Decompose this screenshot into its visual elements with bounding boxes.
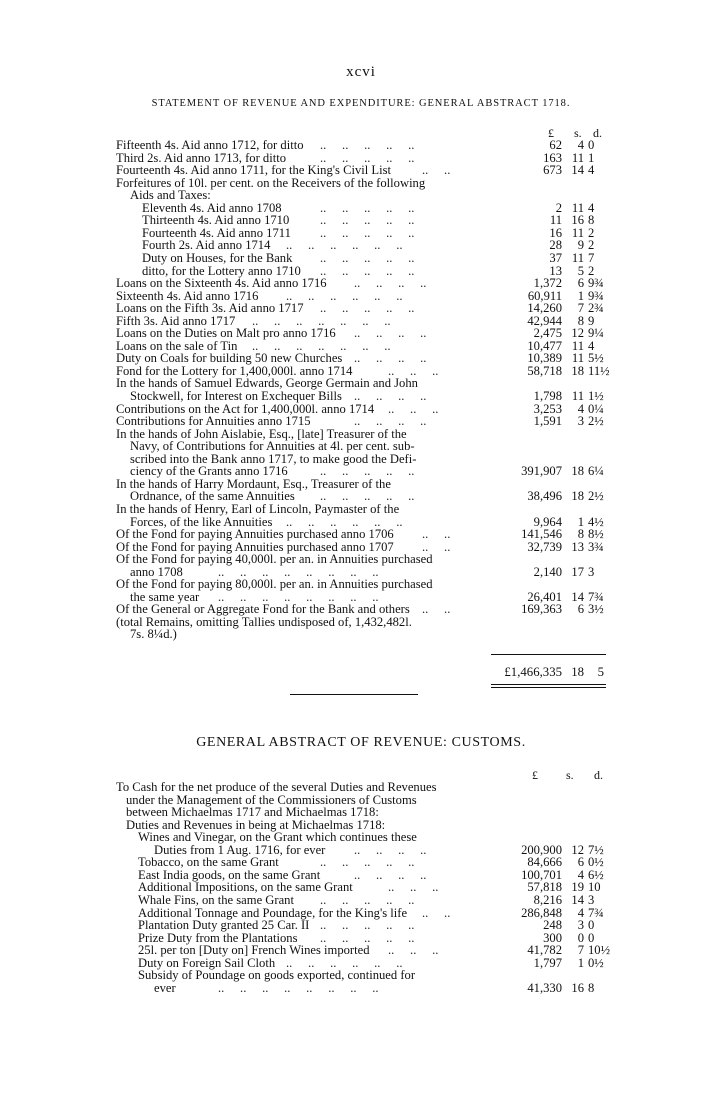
row-description: Sixteenth 4s. Aid anno 1716 bbox=[116, 288, 259, 303]
leader-dots: .. .. .. .. .. .. .. .. bbox=[218, 589, 379, 604]
row-description: Loans on the sale of Tin bbox=[116, 338, 238, 353]
shillings-value: 11 bbox=[571, 150, 584, 165]
row-description: Of the Fond for paying Annuities purchased anno 1706 bbox=[116, 527, 394, 542]
leader-dots: .. .. .. bbox=[388, 363, 439, 378]
total-rule-bottom-2 bbox=[491, 687, 606, 688]
running-head: STATEMENT OF REVENUE AND EXPENDITURE: GENERAL ABSTRACT 1718. bbox=[151, 98, 571, 109]
leader-dots: .. .. .. .. .. bbox=[320, 138, 415, 152]
leader-dots: .. .. .. .. .. bbox=[320, 930, 415, 945]
pence-value: 4 bbox=[588, 200, 595, 215]
pounds-value: 28 bbox=[549, 238, 562, 253]
pounds-value: 41,330 bbox=[527, 980, 562, 995]
shillings-value: 11 bbox=[571, 351, 584, 366]
table-row bbox=[0, 982, 722, 995]
row-description: Duty on Foreign Sail Cloth bbox=[138, 955, 276, 970]
leader-dots: .. .. .. .. .. bbox=[320, 464, 415, 479]
col-head-pence: d. bbox=[593, 126, 602, 140]
row-description: Fifteenth 4s. Aid anno 1712, for ditto bbox=[116, 138, 304, 152]
col-head-pounds: £ bbox=[548, 126, 554, 140]
pence-value: 4 bbox=[588, 338, 595, 353]
pence-value: 1 bbox=[588, 150, 595, 165]
pence-value: 3 bbox=[588, 564, 595, 579]
row-description: East India goods, on the same Grant bbox=[138, 867, 321, 882]
leader-dots: .. .. .. .. .. bbox=[320, 213, 415, 228]
pounds-value: 300 bbox=[543, 930, 562, 945]
pounds-value: 16 bbox=[549, 225, 562, 240]
total-rule-top bbox=[491, 654, 606, 655]
row-description: Fourth 2s. Aid anno 1714 bbox=[142, 238, 271, 253]
pounds-value: 3,253 bbox=[533, 401, 562, 416]
pence-value: 2 bbox=[588, 238, 595, 253]
pence-value: 3½ bbox=[588, 602, 604, 617]
pence-value: 8½ bbox=[588, 527, 604, 542]
row-description: In the hands of Harry Mordaunt, Esq., Treasurer of the bbox=[116, 476, 391, 491]
pence-value: 0½ bbox=[588, 855, 604, 870]
leader-dots: .. .. .. .. bbox=[354, 389, 427, 403]
shillings-value: 1 bbox=[577, 955, 584, 970]
leader-dots: .. .. .. .. .. bbox=[320, 250, 415, 265]
pounds-value: 163 bbox=[543, 150, 562, 165]
pounds-value: 1,591 bbox=[533, 414, 562, 429]
pounds-value: 1,797 bbox=[533, 955, 562, 970]
pence-value: 2 bbox=[588, 225, 595, 240]
pounds-value: 2,475 bbox=[533, 326, 562, 341]
pounds-value: 10,477 bbox=[527, 338, 562, 353]
row-description: Of the Fond for paying 80,000l. per an. in Annuities purchased bbox=[116, 577, 433, 592]
row-description: the same year bbox=[130, 589, 200, 604]
pounds-value: 42,944 bbox=[527, 313, 562, 328]
row-description: Fourteenth 4s. Aid anno 1711, for the King's Civil List bbox=[116, 163, 392, 178]
pounds-value: 100,701 bbox=[521, 867, 562, 882]
pence-value: 4 bbox=[588, 163, 595, 178]
pence-value: 0½ bbox=[588, 955, 604, 970]
shillings-value: 16 bbox=[571, 980, 584, 995]
row-description: Subsidy of Poundage on goods exported, continued for bbox=[138, 968, 416, 983]
row-description: ditto, for the Lottery anno 1710 bbox=[142, 263, 301, 278]
shillings-value: 6 bbox=[577, 602, 584, 617]
pence-value: 8 bbox=[588, 980, 595, 995]
leader-dots: .. .. bbox=[422, 905, 451, 920]
pence-value: 4½ bbox=[588, 514, 604, 529]
row-description: under the Management of the Commissioners of Customs bbox=[126, 792, 417, 807]
total-pence: 5 bbox=[597, 665, 604, 679]
pence-value: 2½ bbox=[588, 414, 604, 429]
table-row bbox=[0, 503, 722, 516]
pounds-value: 38,496 bbox=[527, 489, 562, 504]
row-description: Ordnance, of the same Annuities bbox=[130, 489, 295, 504]
pence-value: 9 bbox=[588, 313, 595, 328]
pounds-value: 13 bbox=[549, 263, 562, 278]
row-description: Fourteenth 4s. Aid anno 1711 bbox=[142, 225, 291, 240]
page-number: xcvi bbox=[346, 64, 376, 80]
shillings-value: 18 bbox=[571, 489, 584, 504]
leader-dots: .. .. bbox=[422, 527, 451, 542]
leader-dots: .. .. .. .. .. bbox=[320, 918, 415, 933]
total-rule-bottom-1 bbox=[491, 684, 606, 685]
pence-value: 1½ bbox=[588, 389, 604, 403]
row-description: Eleventh 4s. Aid anno 1708 bbox=[142, 200, 282, 215]
pence-value: 10½ bbox=[588, 943, 611, 958]
table-row bbox=[0, 252, 722, 265]
pounds-value: 10,389 bbox=[527, 351, 562, 366]
row-description: Contributions for Annuities anno 1715 bbox=[116, 414, 311, 429]
shillings-value: 8 bbox=[577, 527, 584, 542]
leader-dots: .. .. .. .. bbox=[354, 414, 427, 429]
leader-dots: .. .. bbox=[422, 163, 451, 178]
pence-value: 3 bbox=[588, 892, 595, 907]
shillings-value: 5 bbox=[577, 263, 584, 278]
row-description: Of the General or Aggregate Fond for the Bank and others bbox=[116, 602, 410, 617]
pounds-value: 391,907 bbox=[521, 464, 562, 479]
pence-value: 0 bbox=[588, 918, 595, 933]
shillings-value: 14 bbox=[571, 163, 584, 178]
pence-value: 7 bbox=[588, 250, 595, 265]
row-description: ever bbox=[154, 980, 176, 995]
pence-value: 7½ bbox=[588, 842, 604, 857]
row-description: scribed into the Bank anno 1717, to make good the Defi- bbox=[130, 451, 417, 466]
pounds-value: 57,818 bbox=[527, 880, 562, 895]
pounds-value: 41,782 bbox=[527, 943, 562, 958]
shillings-value: 9 bbox=[577, 238, 584, 253]
row-description: between Michaelmas 1717 and Michaelmas 1718: bbox=[126, 805, 379, 820]
row-description: Thirteenth 4s. Aid anno 1710 bbox=[142, 213, 290, 228]
leader-dots: .. .. bbox=[422, 539, 451, 554]
total-shillings: 18 bbox=[571, 665, 584, 679]
shillings-value: 3 bbox=[577, 918, 584, 933]
pence-value: 6¼ bbox=[588, 464, 604, 479]
shillings-value: 11 bbox=[571, 250, 584, 265]
shillings-value: 19 bbox=[571, 880, 584, 895]
row-description: 7s. 8¼d.) bbox=[130, 627, 177, 642]
pounds-value: 8,216 bbox=[533, 892, 562, 907]
row-description: Third 2s. Aid anno 1713, for ditto bbox=[116, 150, 287, 165]
row-description: Forfeitures of 10l. per cent. on the Receivers of the following bbox=[116, 175, 426, 190]
pence-value: 5½ bbox=[588, 351, 604, 366]
row-description: Duty on Coals for building 50 new Churches bbox=[116, 351, 343, 366]
row-description: Loans on the Fifth 3s. Aid anno 1717 bbox=[116, 301, 304, 316]
leader-dots: .. .. .. bbox=[388, 943, 439, 958]
pounds-value: 32,739 bbox=[527, 539, 562, 554]
pounds-value: 60,911 bbox=[527, 288, 562, 303]
row-description: Fond for the Lottery for 1,400,000l. anno 1714 bbox=[116, 363, 353, 378]
shillings-value: 1 bbox=[577, 514, 584, 529]
table-row bbox=[0, 177, 722, 190]
leader-dots: .. .. .. .. .. .. bbox=[286, 955, 403, 970]
shillings-value: 4 bbox=[577, 138, 584, 152]
pounds-value: 1,798 bbox=[533, 389, 562, 403]
row-description: 25l. per ton [Duty on] French Wines imported bbox=[138, 943, 370, 958]
pence-value: 7¾ bbox=[588, 589, 604, 604]
pounds-value: 141,546 bbox=[521, 527, 562, 542]
leader-dots: .. .. .. .. .. bbox=[320, 855, 415, 870]
shillings-value: 11 bbox=[571, 389, 584, 403]
pounds-value: 84,666 bbox=[527, 855, 562, 870]
pounds-value: 2,140 bbox=[533, 564, 562, 579]
row-description: Duty on Houses, for the Bank bbox=[142, 250, 293, 265]
shillings-value: 11 bbox=[571, 225, 584, 240]
leader-dots: .. .. .. .. .. .. bbox=[286, 288, 403, 303]
leader-dots: .. .. .. bbox=[388, 401, 439, 416]
row-description: Prize Duty from the Plantations bbox=[138, 930, 298, 945]
row-description: (total Remains, omitting Tallies undisposed of, 1,432,482l. bbox=[116, 614, 412, 629]
table-row bbox=[0, 628, 722, 641]
pence-value: 9¼ bbox=[588, 326, 604, 341]
shillings-value: 11 bbox=[571, 200, 584, 215]
pounds-value: 2 bbox=[555, 200, 562, 215]
table-row bbox=[0, 616, 722, 629]
pounds-value: 11 bbox=[549, 213, 562, 228]
row-description: Tobacco, on the same Grant bbox=[138, 855, 279, 870]
pounds-value: 1,372 bbox=[533, 276, 562, 291]
leader-dots: .. .. .. .. .. bbox=[320, 489, 415, 504]
row-description: Whale Fins, on the same Grant bbox=[138, 892, 294, 907]
pounds-value: 248 bbox=[543, 918, 562, 933]
shillings-value: 11 bbox=[571, 338, 584, 353]
table-row bbox=[0, 869, 722, 882]
row-description: Of the Fond for paying 40,000l. per an. in Annuities purchased bbox=[116, 552, 433, 567]
col-head-pence-2: d. bbox=[594, 768, 603, 782]
shillings-value: 8 bbox=[577, 313, 584, 328]
row-description: In the hands of John Aislabie, Esq., [late] Treasurer of the bbox=[116, 426, 407, 441]
leader-dots: .. .. .. .. .. bbox=[320, 200, 415, 215]
pounds-value: 26,401 bbox=[527, 589, 562, 604]
shillings-value: 4 bbox=[577, 867, 584, 882]
row-description: Contributions on the Act for 1,400,000l. anno 1714 bbox=[116, 401, 375, 416]
row-description: Wines and Vinegar, on the Grant which continues these bbox=[138, 830, 417, 845]
leader-dots: .. .. .. .. bbox=[354, 276, 427, 291]
table-row bbox=[0, 352, 722, 365]
pounds-value: 169,363 bbox=[521, 602, 562, 617]
leader-dots: .. .. .. .. .. bbox=[320, 892, 415, 907]
shillings-value: 1 bbox=[577, 288, 584, 303]
leader-dots: .. .. .. .. .. .. .. bbox=[252, 338, 391, 353]
row-description: Fifth 3s. Aid anno 1717 bbox=[116, 313, 236, 328]
row-description: anno 1708 bbox=[130, 564, 183, 579]
shillings-value: 17 bbox=[571, 564, 584, 579]
row-description: Plantation Duty granted 25 Car. II bbox=[138, 918, 310, 933]
leader-dots: .. .. .. .. bbox=[354, 351, 427, 366]
row-description: Stockwell, for Interest on Exchequer Bills bbox=[130, 389, 342, 403]
row-description: Forces, of the like Annuities bbox=[130, 514, 273, 529]
row-description: In the hands of Samuel Edwards, George Germain and John bbox=[116, 376, 418, 391]
shillings-value: 12 bbox=[571, 842, 584, 857]
leader-dots: .. .. .. .. .. .. bbox=[286, 514, 403, 529]
shillings-value: 18 bbox=[571, 464, 584, 479]
row-description: Navy, of Contributions for Annuities at 4l. per cent. sub- bbox=[130, 439, 415, 454]
pence-value: 2 bbox=[588, 263, 595, 278]
pence-value: 0 bbox=[588, 930, 595, 945]
shillings-value: 16 bbox=[571, 213, 584, 228]
leader-dots: .. .. .. .. .. .. .. bbox=[252, 313, 391, 328]
row-description: To Cash for the net produce of the several Duties and Revenues bbox=[116, 780, 437, 794]
shillings-value: 7 bbox=[577, 301, 584, 316]
row-description: Duties from 1 Aug. 1716, for ever bbox=[154, 842, 326, 857]
pence-value: 9¾ bbox=[588, 288, 604, 303]
row-description: Additional Impositions, on the same Grant bbox=[138, 880, 353, 895]
leader-dots: .. .. .. .. .. .. .. .. bbox=[218, 980, 379, 995]
pence-value: 8 bbox=[588, 213, 595, 228]
leader-dots: .. .. .. .. bbox=[354, 867, 427, 882]
shillings-value: 14 bbox=[571, 589, 584, 604]
col-head-pounds-2: £ bbox=[532, 768, 538, 782]
pence-value: 7¾ bbox=[588, 905, 604, 920]
leader-dots: .. .. .. .. .. bbox=[320, 150, 415, 165]
pence-value: 11½ bbox=[588, 363, 610, 378]
shillings-value: 12 bbox=[571, 326, 584, 341]
leader-dots: .. .. .. .. .. .. bbox=[286, 238, 403, 253]
leader-dots: .. .. bbox=[422, 602, 451, 617]
shillings-value: 6 bbox=[577, 276, 584, 291]
pounds-value: 37 bbox=[549, 250, 562, 265]
leader-dots: .. .. .. bbox=[388, 880, 439, 895]
leader-dots: .. .. .. .. .. bbox=[320, 301, 415, 316]
row-description: Additional Tonnage and Poundage, for the King's life bbox=[138, 905, 408, 920]
pence-value: 3¾ bbox=[588, 539, 604, 554]
shillings-value: 3 bbox=[577, 414, 584, 429]
pounds-value: 62 bbox=[549, 138, 562, 152]
pounds-value: 200,900 bbox=[521, 842, 562, 857]
row-description: ciency of the Grants anno 1716 bbox=[130, 464, 288, 479]
pence-value: 9¾ bbox=[588, 276, 604, 291]
pence-value: 6½ bbox=[588, 867, 604, 882]
col-head-shillings-2: s. bbox=[566, 768, 574, 782]
col-head-shillings: s. bbox=[574, 126, 582, 140]
grand-total-row bbox=[0, 666, 722, 679]
section-divider bbox=[290, 694, 418, 695]
section-title-customs: GENERAL ABSTRACT OF REVENUE: CUSTOMS. bbox=[196, 735, 526, 750]
pence-value: 0 bbox=[588, 138, 595, 152]
leader-dots: .. .. .. .. bbox=[354, 842, 427, 857]
pounds-value: 14,260 bbox=[527, 301, 562, 316]
leader-dots: .. .. .. .. bbox=[354, 326, 427, 341]
row-description: In the hands of Henry, Earl of Lincoln, Paymaster of the bbox=[116, 501, 400, 516]
pence-value: 0¼ bbox=[588, 401, 604, 416]
shillings-value: 6 bbox=[577, 855, 584, 870]
shillings-value: 4 bbox=[577, 905, 584, 920]
total-pounds: £1,466,335 bbox=[504, 665, 562, 679]
shillings-value: 18 bbox=[571, 363, 584, 378]
leader-dots: .. .. .. .. .. .. .. .. bbox=[218, 564, 379, 579]
leader-dots: .. .. .. .. .. bbox=[320, 225, 415, 240]
shillings-value: 14 bbox=[571, 892, 584, 907]
row-description: Aids and Taxes: bbox=[130, 188, 211, 203]
pence-value: 2¾ bbox=[588, 301, 604, 316]
row-description: Loans on the Sixteenth 4s. Aid anno 1716 bbox=[116, 276, 327, 291]
table-row bbox=[0, 894, 722, 907]
row-description: Duties and Revenues in being at Michaelmas 1718: bbox=[126, 817, 386, 832]
leader-dots: .. .. .. .. .. bbox=[320, 263, 415, 278]
shillings-value: 0 bbox=[577, 930, 584, 945]
pounds-value: 58,718 bbox=[527, 363, 562, 378]
pence-value: 2½ bbox=[588, 489, 604, 504]
pounds-value: 286,848 bbox=[521, 905, 562, 920]
pounds-value: 9,964 bbox=[533, 514, 562, 529]
shillings-value: 13 bbox=[571, 539, 584, 554]
shillings-value: 4 bbox=[577, 401, 584, 416]
pounds-value: 673 bbox=[543, 163, 562, 178]
shillings-value: 7 bbox=[577, 943, 584, 958]
row-description: Of the Fond for paying Annuities purchased anno 1707 bbox=[116, 539, 394, 554]
row-description: Loans on the Duties on Malt pro anno 1716 bbox=[116, 326, 336, 341]
pence-value: 10 bbox=[588, 880, 601, 895]
